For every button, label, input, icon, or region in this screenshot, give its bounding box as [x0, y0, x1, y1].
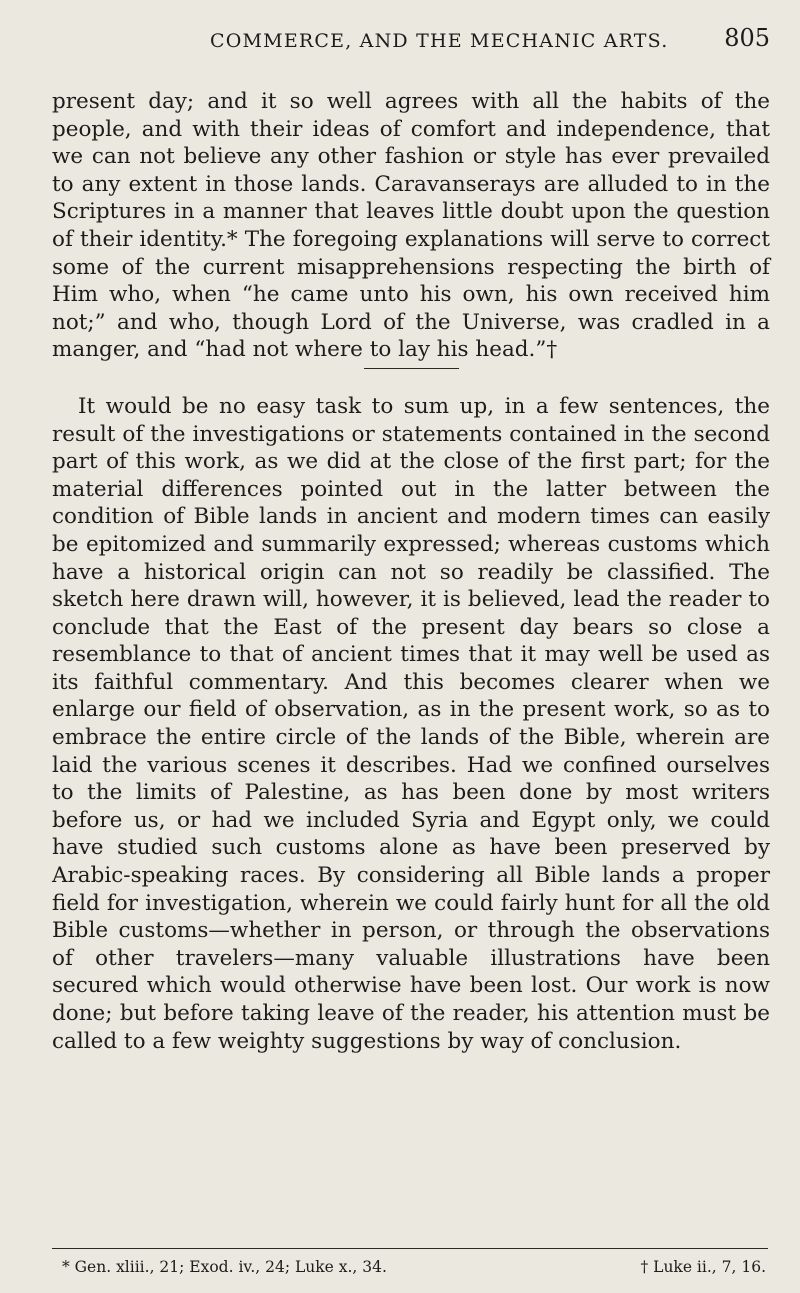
footnote-divider [52, 1248, 768, 1249]
section-divider [364, 368, 459, 369]
footnote-star: * Gen. xliii., 21; Exod. iv., 24; Luke x., 34. [62, 1258, 387, 1276]
footnote-dagger: † Luke ii., 7, 16. [640, 1258, 766, 1276]
footnotes [62, 1258, 770, 1282]
running-head [0, 24, 800, 60]
paragraph-conclusion: It would be no easy task to sum up, in a few sentences, the result of the investigations or statements contained in the second part of this work, as we did at the close of the first part; for the material differences pointed out in the latter between the condition of Bible lands in ancient and modern times can easily be epitomized and summarily expressed; whereas customs which have a historical origin can not so readily be classified. The sketch here drawn will, however, it is believed, lead the reader to conclude that the East of the present day bears so close a resemblance to that of ancient times that it may well be used as its faithful commentary. And this becomes clearer when we enlarge our field of observation, as in the present work, so as to embrace the entire circle of the lands of the Bible, wherein are laid the various scenes it describes. Had we confined ourselves to the limits of Palestine, as has been done by most writers before us, or had we included Syria and Egypt only, we could have studied such customs alone as have been preserved by Arabic-speaking races. By considering all Bible lands a proper field for investigation, wherein we could fairly hunt for all the old Bible customs—whether in person, or through the observations of other travelers—many valuable illustrations have been secured which would otherwise have been lost. Our work is now done; but before taking leave of the reader, his attention must be called to a few weighty suggestions by way of conclusion. [52, 393, 770, 1054]
body-text [52, 88, 770, 1055]
page-number: 805 [724, 24, 770, 52]
paragraph-continuation: present day; and it so well agrees with all the habits of the people, and with their ideas of comfort and independence, that we can not believe any other fashion or style has ever prevailed to any extent in those lands. Caravanserays are alluded to in the Scriptures in a manner that leaves little doubt upon the question of their identity.* The foregoing explanations will serve to correct some of the current misapprehensions respecting the birth of Him who, when “he came unto his own, his own received him not;” and who, though Lord of the Universe, was cradled in a manger, and “had not where to lay his head.”† [52, 89, 770, 363]
running-title: COMMERCE, AND THE MECHANIC ARTS. [210, 30, 669, 52]
